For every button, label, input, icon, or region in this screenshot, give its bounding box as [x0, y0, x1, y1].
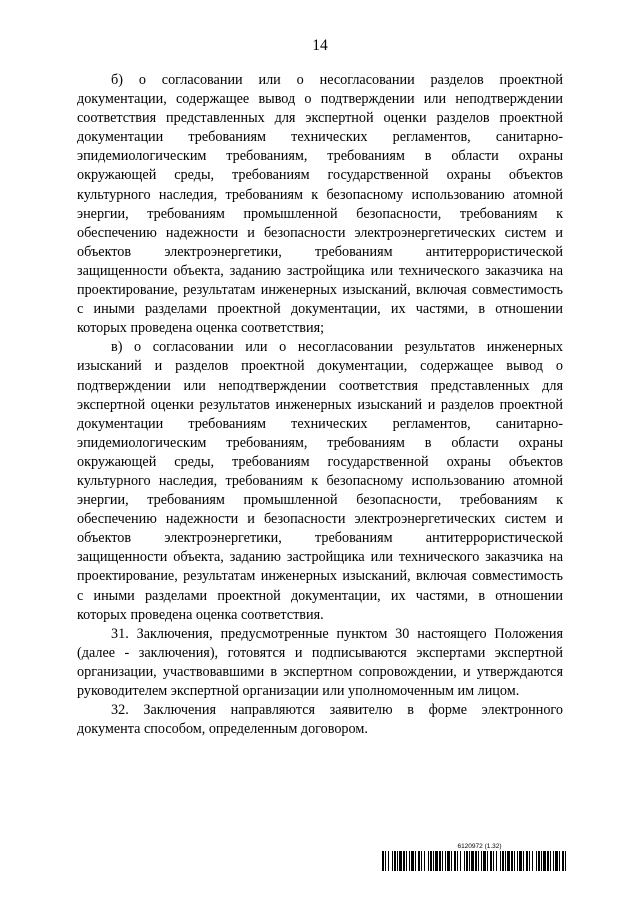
barcode-bar — [415, 851, 416, 871]
barcode-bar — [536, 851, 537, 871]
barcode-bar — [550, 851, 551, 871]
barcode-bar — [481, 851, 482, 871]
barcode-bar — [460, 851, 461, 871]
barcode-bar — [418, 851, 420, 871]
barcode-bar — [519, 851, 522, 871]
barcode-bar — [421, 851, 422, 871]
barcode-bar — [483, 851, 486, 871]
barcode-bar — [511, 851, 513, 871]
barcode-bar — [500, 851, 501, 871]
barcode-bar — [451, 851, 452, 871]
barcode-bar — [532, 851, 533, 871]
barcode-bar — [505, 851, 506, 871]
barcode-bar — [392, 851, 393, 871]
barcode-bar — [559, 851, 560, 871]
barcode-bar — [397, 851, 398, 871]
barcode-bar — [543, 851, 546, 871]
barcode-bar — [529, 851, 530, 871]
barcode-bar — [382, 851, 384, 871]
barcode-bar — [517, 851, 518, 871]
barcode-bar — [466, 851, 468, 871]
document-code: 6120972 (1.32) — [457, 843, 502, 850]
barcode-bar — [435, 851, 438, 871]
barcode-bar — [454, 851, 456, 871]
barcode-bar — [514, 851, 515, 871]
barcode-bar — [411, 851, 414, 871]
barcode-bar — [464, 851, 465, 871]
barcode-bar — [553, 851, 554, 871]
barcode-bar — [424, 851, 425, 871]
barcode-bar — [445, 851, 446, 871]
barcode-bar — [442, 851, 443, 871]
barcode-bar — [471, 851, 474, 871]
barcode-bar — [439, 851, 441, 871]
barcode-bar — [394, 851, 396, 871]
barcode-bar — [475, 851, 477, 871]
paragraph-31: 31. Заключения, предусмотренные пунктом 30 настоящего Положения (далее - заключения), готовятся и подписываются экспертами экспертной организации, участвовавшими в экспертном сопровождении, и утверждаются руководителем экспертной организации или уполномоченным им лицом. — [77, 625, 563, 699]
barcode-bar — [490, 851, 492, 871]
barcode-bar — [430, 851, 432, 871]
paragraph-b: б) о согласовании или о несогласовании разделов проектной документации, содержащее вывод о подтверждении или неподтверждении соответствия представленных для экспертной оценки разделов проектной документации требованиям технических регламентов, санитарно-эпидемиологическим требованиям, требованиям в области охраны окружающей среды, требованиям государственной охраны объектов культурного наследия, требованиям к безопасному использованию атомной энергии, требованиям промышленной безопасности, требованиям к обеспечению надежности и безопасности электроэнергетических систем и объектов электроэнергетики, требованиям антитеррористической защищенности объекта, заданию застройщика или технического заказчика на проектирование, результатам инженерных изысканий, включая совместимость с иными разделами проектной документации, их частями, в отношении которых проведена оценка соответствия; — [77, 72, 563, 337]
barcode-bar — [457, 851, 458, 871]
barcode-bar — [507, 851, 510, 871]
barcode-bar — [433, 851, 434, 871]
document-body — [77, 71, 563, 739]
barcode-bar — [403, 851, 405, 871]
barcode-bar — [388, 851, 389, 871]
barcode-bar — [399, 851, 402, 871]
barcode-bar — [409, 851, 410, 871]
barcode-bar — [538, 851, 540, 871]
barcode-bar — [385, 851, 386, 871]
barcode-bar — [469, 851, 470, 871]
page-number: 14 — [312, 37, 328, 54]
barcode-bar — [547, 851, 549, 871]
barcode-bar — [562, 851, 564, 871]
barcode-bar — [523, 851, 524, 871]
barcode-block — [382, 843, 567, 871]
barcode-bar — [447, 851, 450, 871]
barcode-bar — [502, 851, 504, 871]
paragraph-32: 32. Заключения направляются заявителю в форме электронного документа способом, определенным договором. — [77, 702, 563, 738]
barcode-bar — [541, 851, 542, 871]
barcode-bar — [478, 851, 479, 871]
barcode-bar — [406, 851, 407, 871]
paragraph-v: в) о согласовании или о несогласовании результатов инженерных изысканий и разделов проектной документации, содержащее вывод о подтверждении или неподтверждении соответствия представленных для экспертной оценки результатов инженерных изысканий и разделов проектной документации требованиям технических регламентов, санитарно-эпидемиологическим требованиям, требованиям в области охраны окружающей среды, требованиям государственной охраны объектов культурного наследия, требованиям к безопасному использованию атомной энергии, требованиям промышленной безопасности, требованиям к обеспечению надежности и безопасности электроэнергетических систем и объектов электроэнергетики, требованиям антитеррористической защищенности объекта, заданию застройщика или технического заказчика на проектирование, результатам инженерных изысканий, включая совместимость с иными разделами проектной документации, их частями, в отношении которых проведена оценка соответствия. — [77, 339, 563, 623]
barcode-bar — [493, 851, 494, 871]
barcode-bar — [565, 851, 566, 871]
barcode-image — [382, 851, 567, 871]
barcode-bar — [487, 851, 488, 871]
barcode-bar — [428, 851, 429, 871]
barcode-bar — [555, 851, 558, 871]
barcode-bar — [526, 851, 528, 871]
barcode-bar — [496, 851, 497, 871]
